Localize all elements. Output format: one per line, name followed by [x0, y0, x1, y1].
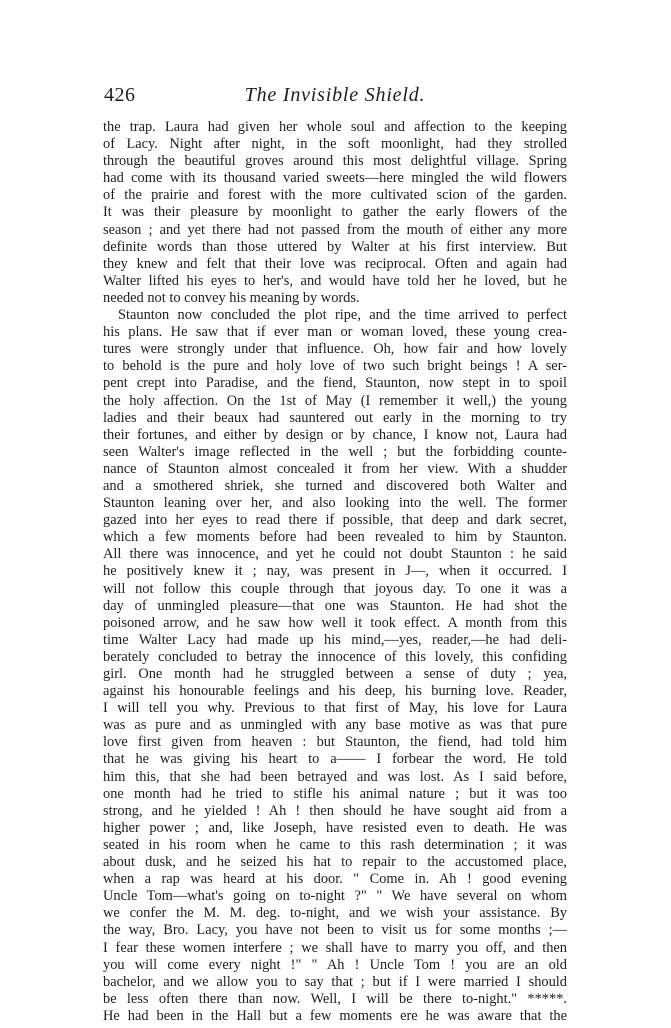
text-line: be less often there than now. Well, I will be there to-night." *****.: [103, 990, 567, 1007]
text-line: their fortunes, and either by design or by chance, I know not, Laura had: [103, 426, 567, 443]
text-line: I will tell you why. Previous to that first of May, his love for Laura: [103, 700, 567, 717]
text-line: All there was innocence, and yet he could not doubt Staunton : he said: [103, 546, 567, 563]
text-line: the holy affection. On the 1st of May (I remember it well,) the young: [103, 392, 567, 409]
text-line: was as pure and as unmingled with any base motive as was that pure: [103, 717, 567, 734]
text-line: It was their pleasure by moonlight to gather the early flowers of the: [103, 204, 567, 221]
text-line: pent crept into Paradise, and the fiend, Staunton, now stept in to spoil: [103, 375, 567, 392]
text-line: strong, and he yielded ! Ah ! then should he have sought aid from a: [103, 802, 567, 819]
text-line: nance of Staunton almost concealed it from her view. With a shudder: [103, 460, 567, 477]
text-line: girl. One month had he struggled between a sense of duty ; yea,: [103, 666, 567, 682]
page-number: 426: [104, 84, 136, 106]
text-line: which a few moments before had been revealed to him by Staunton.: [103, 529, 567, 546]
text-line: day of unmingled pleasure—that one was Staunton. He had shot the: [103, 597, 567, 614]
text-line: Staunton leaning over her, and also looking into the well. The former: [103, 495, 567, 512]
text-line: tures were strongly under that influence. Oh, how fair and how lovely: [103, 341, 567, 358]
text-line: the trap. Laura had given her whole soul and affection to the keeping: [103, 119, 567, 135]
text-line: season ; and yet there had not passed from the mouth of either any more: [103, 221, 567, 238]
text-line: I fear these women interfere ; we shall have to marry you off, and then: [103, 939, 567, 956]
text-line: we confer the M. M. deg. to-night, and we wish your assistance. By: [103, 905, 567, 922]
text-line: and a smothered shriek, she turned and discovered both Walter and: [103, 477, 567, 494]
text-line: definite words than those uttered by Walter at his first interview. But: [103, 238, 567, 255]
text-line: Staunton now concluded the plot ripe, and the time arrived to perfect: [118, 307, 567, 324]
text-line: when a rap was heard at his door. " Come in. Ah ! good evening: [103, 871, 567, 888]
text-line: you will come every night !" " Ah ! Uncle Tom ! you are an old: [103, 956, 567, 973]
page-header: [104, 84, 566, 114]
text-line: will not follow this couple through that joyous day. To one it was a: [103, 580, 567, 597]
text-line: seen Walter's image reflected in the well ; but the forbidding counte-: [103, 443, 567, 460]
text-line: He had been in the Hall but a few moments ere he was aware that the: [103, 1007, 567, 1024]
text-line: bachelor, and we allow you to say that ; but if I were married I should: [103, 973, 567, 990]
running-title: The Invisible Shield.: [244, 84, 426, 106]
text-line: his plans. He saw that if ever man or woman loved, these young crea-: [103, 324, 567, 341]
text-line: seated in his room when he came to this rash determination ; it was: [103, 836, 567, 853]
text-line: had come with its thousand varied sweets—here mingled the wild flowers: [103, 170, 567, 187]
text-line: gazed into her eyes to read there if possible, that deep and dark secret,: [103, 512, 567, 529]
text-line: that he was giving his heart to a—— I forbear the word. He told: [103, 751, 567, 768]
text-line: ladies and their beaux had sauntered out early in the morning to try: [103, 409, 567, 426]
text-line: he positively knew it ; nay, was present in J—, when it occurred. I: [103, 563, 567, 580]
text-line: against his honourable feelings and his deep, his burning love. Reader,: [103, 683, 567, 700]
text-line: one month had he tried to stifle his animal nature ; but it was too: [103, 785, 567, 802]
text-line: to behold is the pure and holy love of two such bright beings ! A ser-: [103, 358, 567, 375]
text-line: of the prairie and forest with the more cultivated scion of the garden.: [103, 187, 567, 204]
text-line: higher power ; and, like Joseph, have resisted even to death. He was: [103, 819, 567, 836]
text-line: Walter lifted his eyes to her's, and would have told her he loved, but he: [103, 272, 567, 289]
text-line: about dusk, and he seized his hat to repair to the accustomed place,: [103, 854, 567, 871]
text-line: berately concluded to betray the innocence of this lovely, this confiding: [103, 648, 567, 665]
text-line: of Lacy. Night after night, in the soft moonlight, had they strolled: [103, 136, 567, 153]
body-text: [103, 119, 567, 1025]
text-line: him this, that she had been betrayed and was lost. As I said before,: [103, 768, 567, 785]
text-line: time Walter Lacy had made up his mind,—yes, reader,—he had deli-: [103, 631, 567, 648]
text-line: the way, Bro. Lacy, you have not been to visit us for some months ;—: [103, 922, 567, 939]
text-line: needed not to convey his meaning by words.: [103, 289, 360, 306]
text-line: poisoned arrow, and he saw how well it took effect. A month from this: [103, 614, 567, 631]
text-line: they knew and felt that their love was reciprocal. Often and again had: [103, 255, 567, 272]
text-line: through the beautiful groves around this most delightful village. Spring: [103, 153, 567, 170]
text-line: Uncle Tom—what's going on to-night ?" " We have several on whom: [103, 888, 567, 905]
text-line: love first given from heaven : but Staunton, the fiend, had told him: [103, 734, 567, 751]
